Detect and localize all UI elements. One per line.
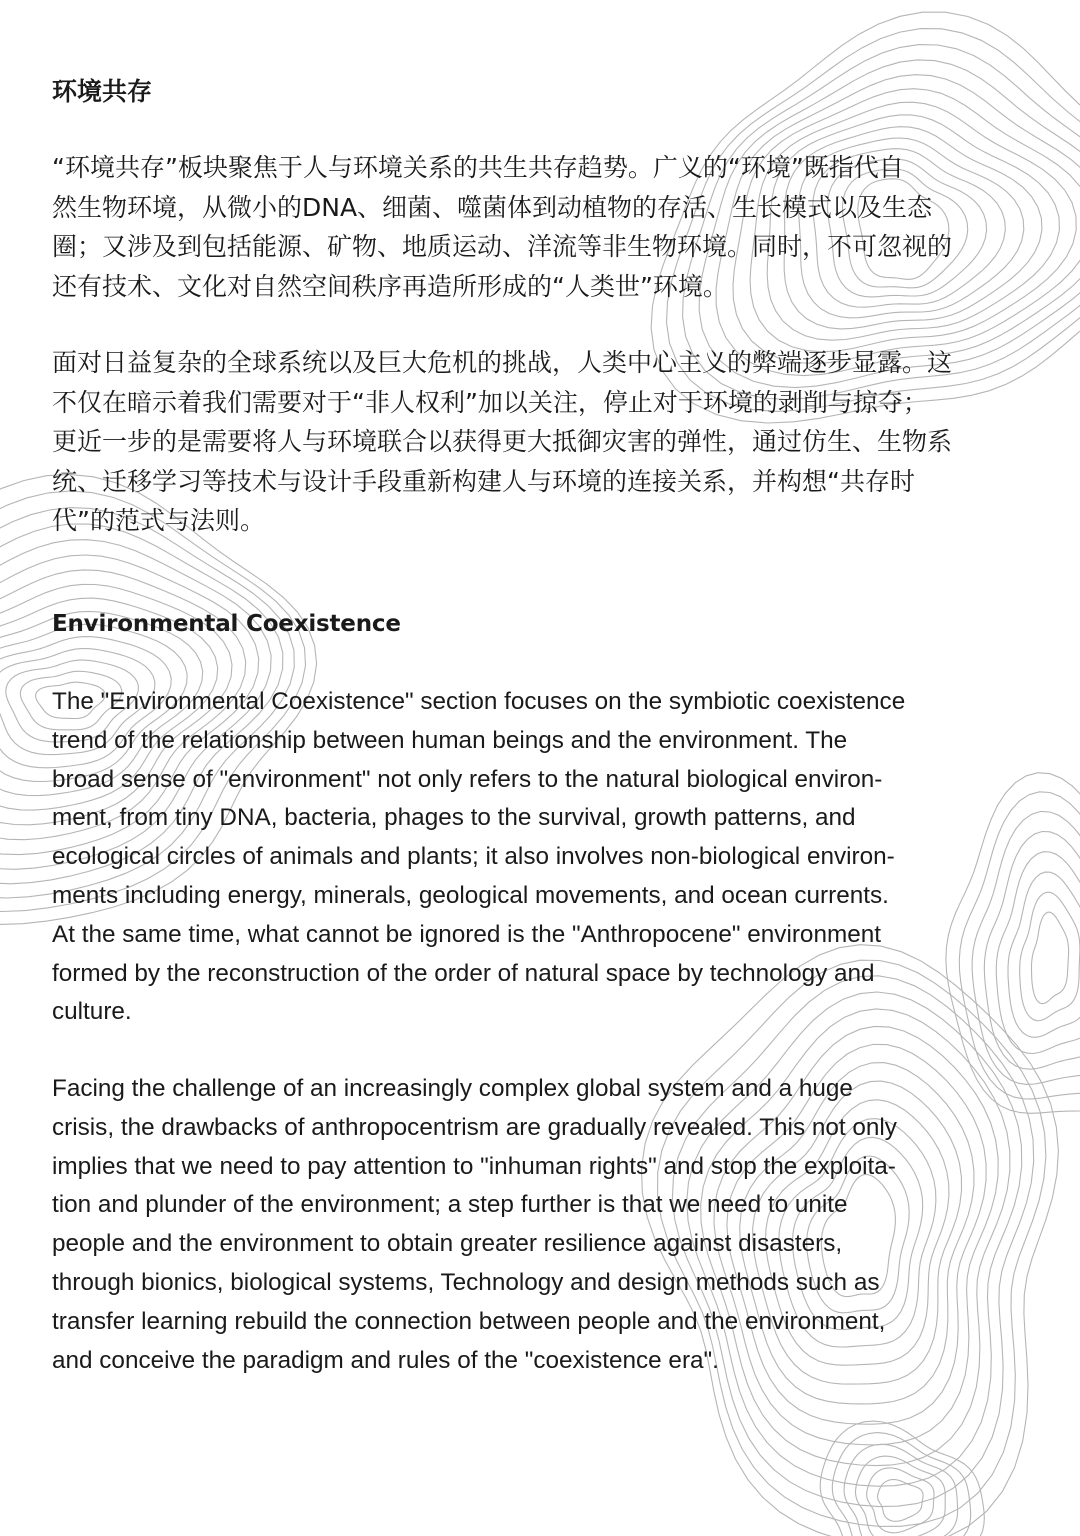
text-line: ment, from tiny DNA, bacteria, phages to the survival, growth patterns, and xyxy=(52,804,856,832)
text-line: and conceive the paradigm and rules of the "coexistence era". xyxy=(52,1346,719,1374)
text-line: ecological circles of animals and plants; it also involves non-biological environ- xyxy=(52,843,895,871)
text-line: 圈；又涉及到包括能源、矿物、地质运动、洋流等非生物环境。同时，不可忽视的 xyxy=(52,232,953,261)
text-line: The "Environmental Coexistence" section focuses on the symbiotic coexistence xyxy=(52,688,906,715)
text-line: 面对日益复杂的全球系统以及巨大危机的挑战，人类中心主义的弊端逐步显露。这 xyxy=(52,348,953,377)
text-line: 然生物环境，从微小的DNA、细菌、噬菌体到动植物的存活、生长模式以及生态 xyxy=(52,192,933,222)
text-line: ments including energy, minerals, geological movements, and ocean currents. xyxy=(52,881,889,909)
text-line: culture. xyxy=(52,998,132,1026)
text-line: 更近一步的是需要将人与环境联合以获得更大抵御灾害的弹性，通过仿生、生物系 xyxy=(52,427,953,456)
text-line: transfer learning rebuild the connection between people and the environment, xyxy=(52,1307,886,1335)
chinese-paragraph-1 xyxy=(52,148,1032,306)
text-line: formed by the reconstruction of the order of natural space by technology and xyxy=(52,959,875,987)
text-line: people and the environment to obtain greater resilience against disasters, xyxy=(52,1230,843,1258)
english-paragraph-1 xyxy=(52,683,1042,1032)
english-paragraph-2 xyxy=(52,1070,1042,1380)
text-line: through bionics, biological systems, Technology and design methods such as xyxy=(52,1268,880,1296)
text-line: 还有技术、文化对自然空间秩序再造所形成的“人类世”环境。 xyxy=(52,271,728,301)
chinese-paragraph-2 xyxy=(52,343,1032,541)
text-line: 统、迁移学习等技术与设计手段重新构建人与环境的连接关系，并构想“共存时 xyxy=(52,466,915,496)
text-line: trend of the relationship between human beings and the environment. The xyxy=(52,726,848,754)
english-section-title: Environmental Coexistence xyxy=(52,611,401,637)
text-line: broad sense of "environment" not only refers to the natural biological environ- xyxy=(52,765,883,793)
text-line: At the same time, what cannot be ignored is the "Anthropocene" environment xyxy=(52,920,881,948)
contour-line xyxy=(856,1456,946,1536)
contour-cluster-bottom xyxy=(820,1421,984,1536)
text-line: 不仅在暗示着我们需要对于“非人权利”加以关注，停止对于环境的剥削与掠夺； xyxy=(52,387,928,417)
text-line: implies that we need to pay attention to "inhuman rights" and stop the exploita- xyxy=(52,1152,896,1180)
text-line: 代”的范式与法则。 xyxy=(52,506,265,535)
contour-line xyxy=(820,1421,984,1536)
text-line: “环境共存”板块聚焦于人与环境关系的共生共存趋势。广义的“环境”既指代自 xyxy=(52,153,904,182)
text-line: tion and plunder of the environment; a step further is that we need to unite xyxy=(52,1191,848,1219)
text-line: Facing the challenge of an increasingly complex global system and a huge xyxy=(52,1075,853,1102)
chinese-section-title: 环境共存 xyxy=(52,77,153,106)
text-line: crisis, the drawbacks of anthropocentrism are gradually revealed. This not only xyxy=(52,1113,897,1141)
